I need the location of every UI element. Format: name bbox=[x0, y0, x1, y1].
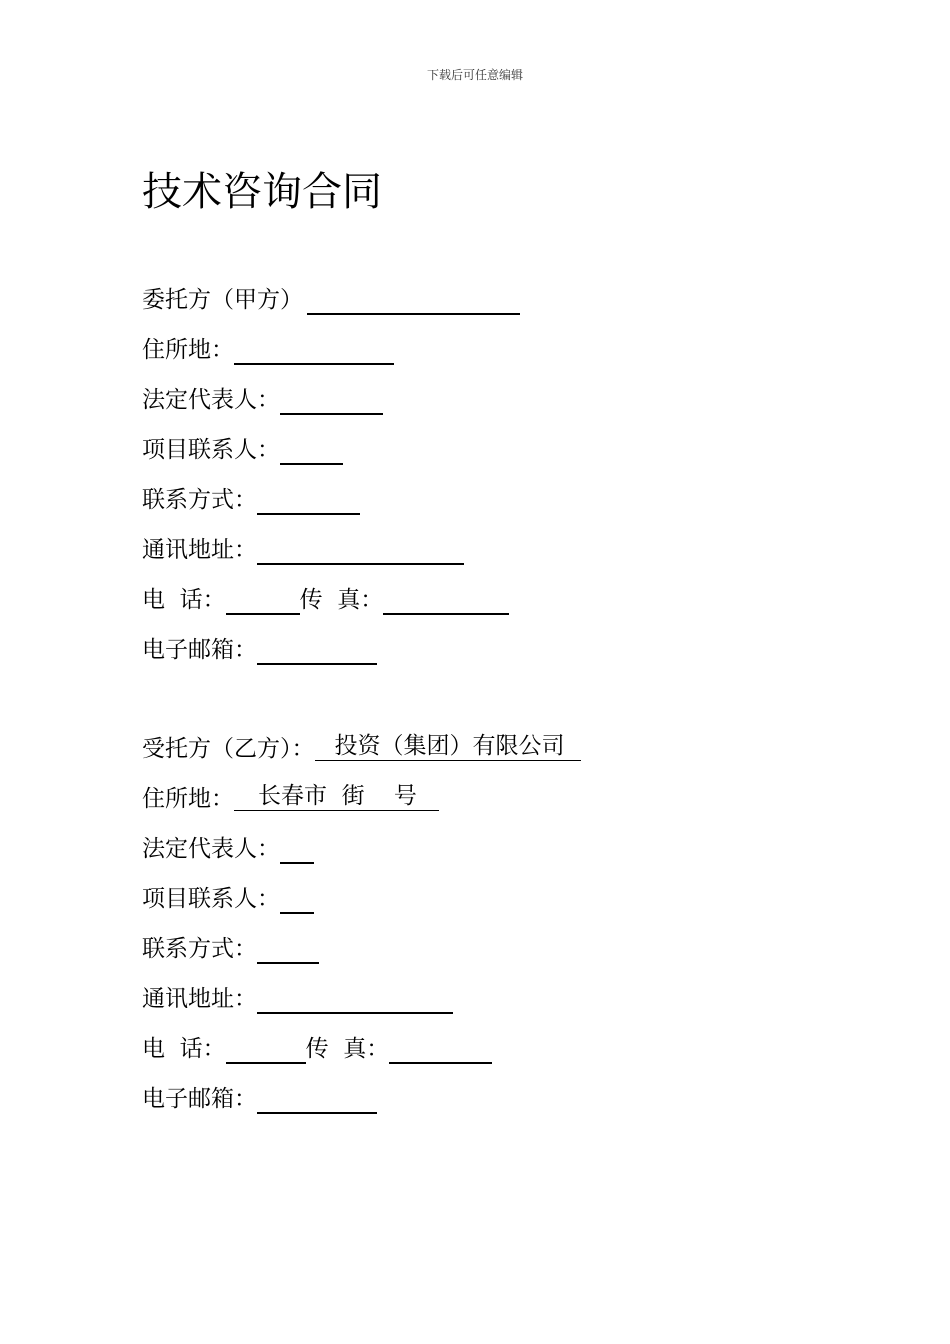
party-b-contact-method-label: 联系方式： bbox=[142, 935, 257, 962]
party-a-mailing-address-blank[interactable] bbox=[257, 537, 464, 565]
party-b-contact-person-row bbox=[142, 871, 581, 921]
party-a-address-label: 住所地： bbox=[142, 336, 234, 363]
party-b-legal-rep-blank[interactable] bbox=[280, 836, 314, 864]
party-a-phone-label: 电 话： bbox=[142, 586, 226, 613]
party-a-fax-label: 传 真： bbox=[299, 586, 384, 613]
document-title: 技术咨询合同 bbox=[142, 169, 382, 215]
party-a-address-blank[interactable] bbox=[234, 337, 394, 365]
party-b-email-blank[interactable] bbox=[257, 1086, 377, 1114]
party-a-contact-method-row bbox=[142, 472, 520, 522]
party-a-email-blank[interactable] bbox=[257, 637, 377, 665]
party-a-name-row bbox=[142, 272, 520, 322]
party-a-mailing-address-label: 通讯地址： bbox=[142, 536, 257, 563]
party-a-contact-person-row bbox=[142, 422, 520, 472]
party-b-email-row bbox=[142, 1071, 581, 1121]
party-b-phone-fax-row bbox=[142, 1021, 581, 1071]
party-a-legal-rep-row bbox=[142, 372, 520, 422]
party-a-fax-blank[interactable] bbox=[383, 587, 509, 615]
party-b-contact-method-blank[interactable] bbox=[257, 936, 319, 964]
party-b-address-value: 长春市 街 号 bbox=[234, 782, 439, 811]
party-b-mailing-address-label: 通讯地址： bbox=[142, 985, 257, 1012]
party-a-section bbox=[142, 272, 520, 672]
party-a-contact-person-blank[interactable] bbox=[280, 437, 343, 465]
party-b-name-row bbox=[142, 721, 581, 771]
party-b-legal-rep-label: 法定代表人： bbox=[142, 835, 280, 862]
party-b-name-label: 受托方（乙方）： bbox=[142, 735, 315, 762]
party-a-name-blank[interactable] bbox=[307, 287, 520, 315]
party-b-fax-blank[interactable] bbox=[389, 1036, 492, 1064]
party-b-contact-person-blank[interactable] bbox=[280, 886, 314, 914]
party-a-phone-blank[interactable] bbox=[226, 587, 300, 615]
party-b-phone-label: 电 话： bbox=[142, 1035, 226, 1062]
party-b-fax-label: 传 真： bbox=[305, 1035, 390, 1062]
party-b-address-row bbox=[142, 771, 581, 821]
party-b-address-label: 住所地： bbox=[142, 785, 234, 812]
party-a-email-label: 电子邮箱： bbox=[142, 636, 257, 663]
party-a-phone-fax-row bbox=[142, 572, 520, 622]
header-note: 下载后可任意编辑 bbox=[426, 68, 523, 82]
party-b-contact-person-label: 项目联系人： bbox=[142, 885, 280, 912]
party-a-mailing-address-row bbox=[142, 522, 520, 572]
party-a-contact-method-label: 联系方式： bbox=[142, 486, 257, 513]
party-b-phone-blank[interactable] bbox=[226, 1036, 306, 1064]
party-b-email-label: 电子邮箱： bbox=[142, 1085, 257, 1112]
party-a-email-row bbox=[142, 622, 520, 672]
party-a-contact-method-blank[interactable] bbox=[257, 487, 360, 515]
party-b-mailing-address-blank[interactable] bbox=[257, 986, 453, 1014]
party-a-name-label: 委托方（甲方） bbox=[142, 286, 303, 313]
party-a-contact-person-label: 项目联系人： bbox=[142, 436, 280, 463]
party-a-legal-rep-label: 法定代表人： bbox=[142, 386, 280, 413]
party-b-mailing-address-row bbox=[142, 971, 581, 1021]
party-a-legal-rep-blank[interactable] bbox=[280, 387, 383, 415]
party-a-address-row bbox=[142, 322, 520, 372]
party-b-name-value: 投资（集团）有限公司 bbox=[315, 732, 581, 761]
party-b-contact-method-row bbox=[142, 921, 581, 971]
party-b-legal-rep-row bbox=[142, 821, 581, 871]
party-b-section bbox=[142, 721, 581, 1121]
